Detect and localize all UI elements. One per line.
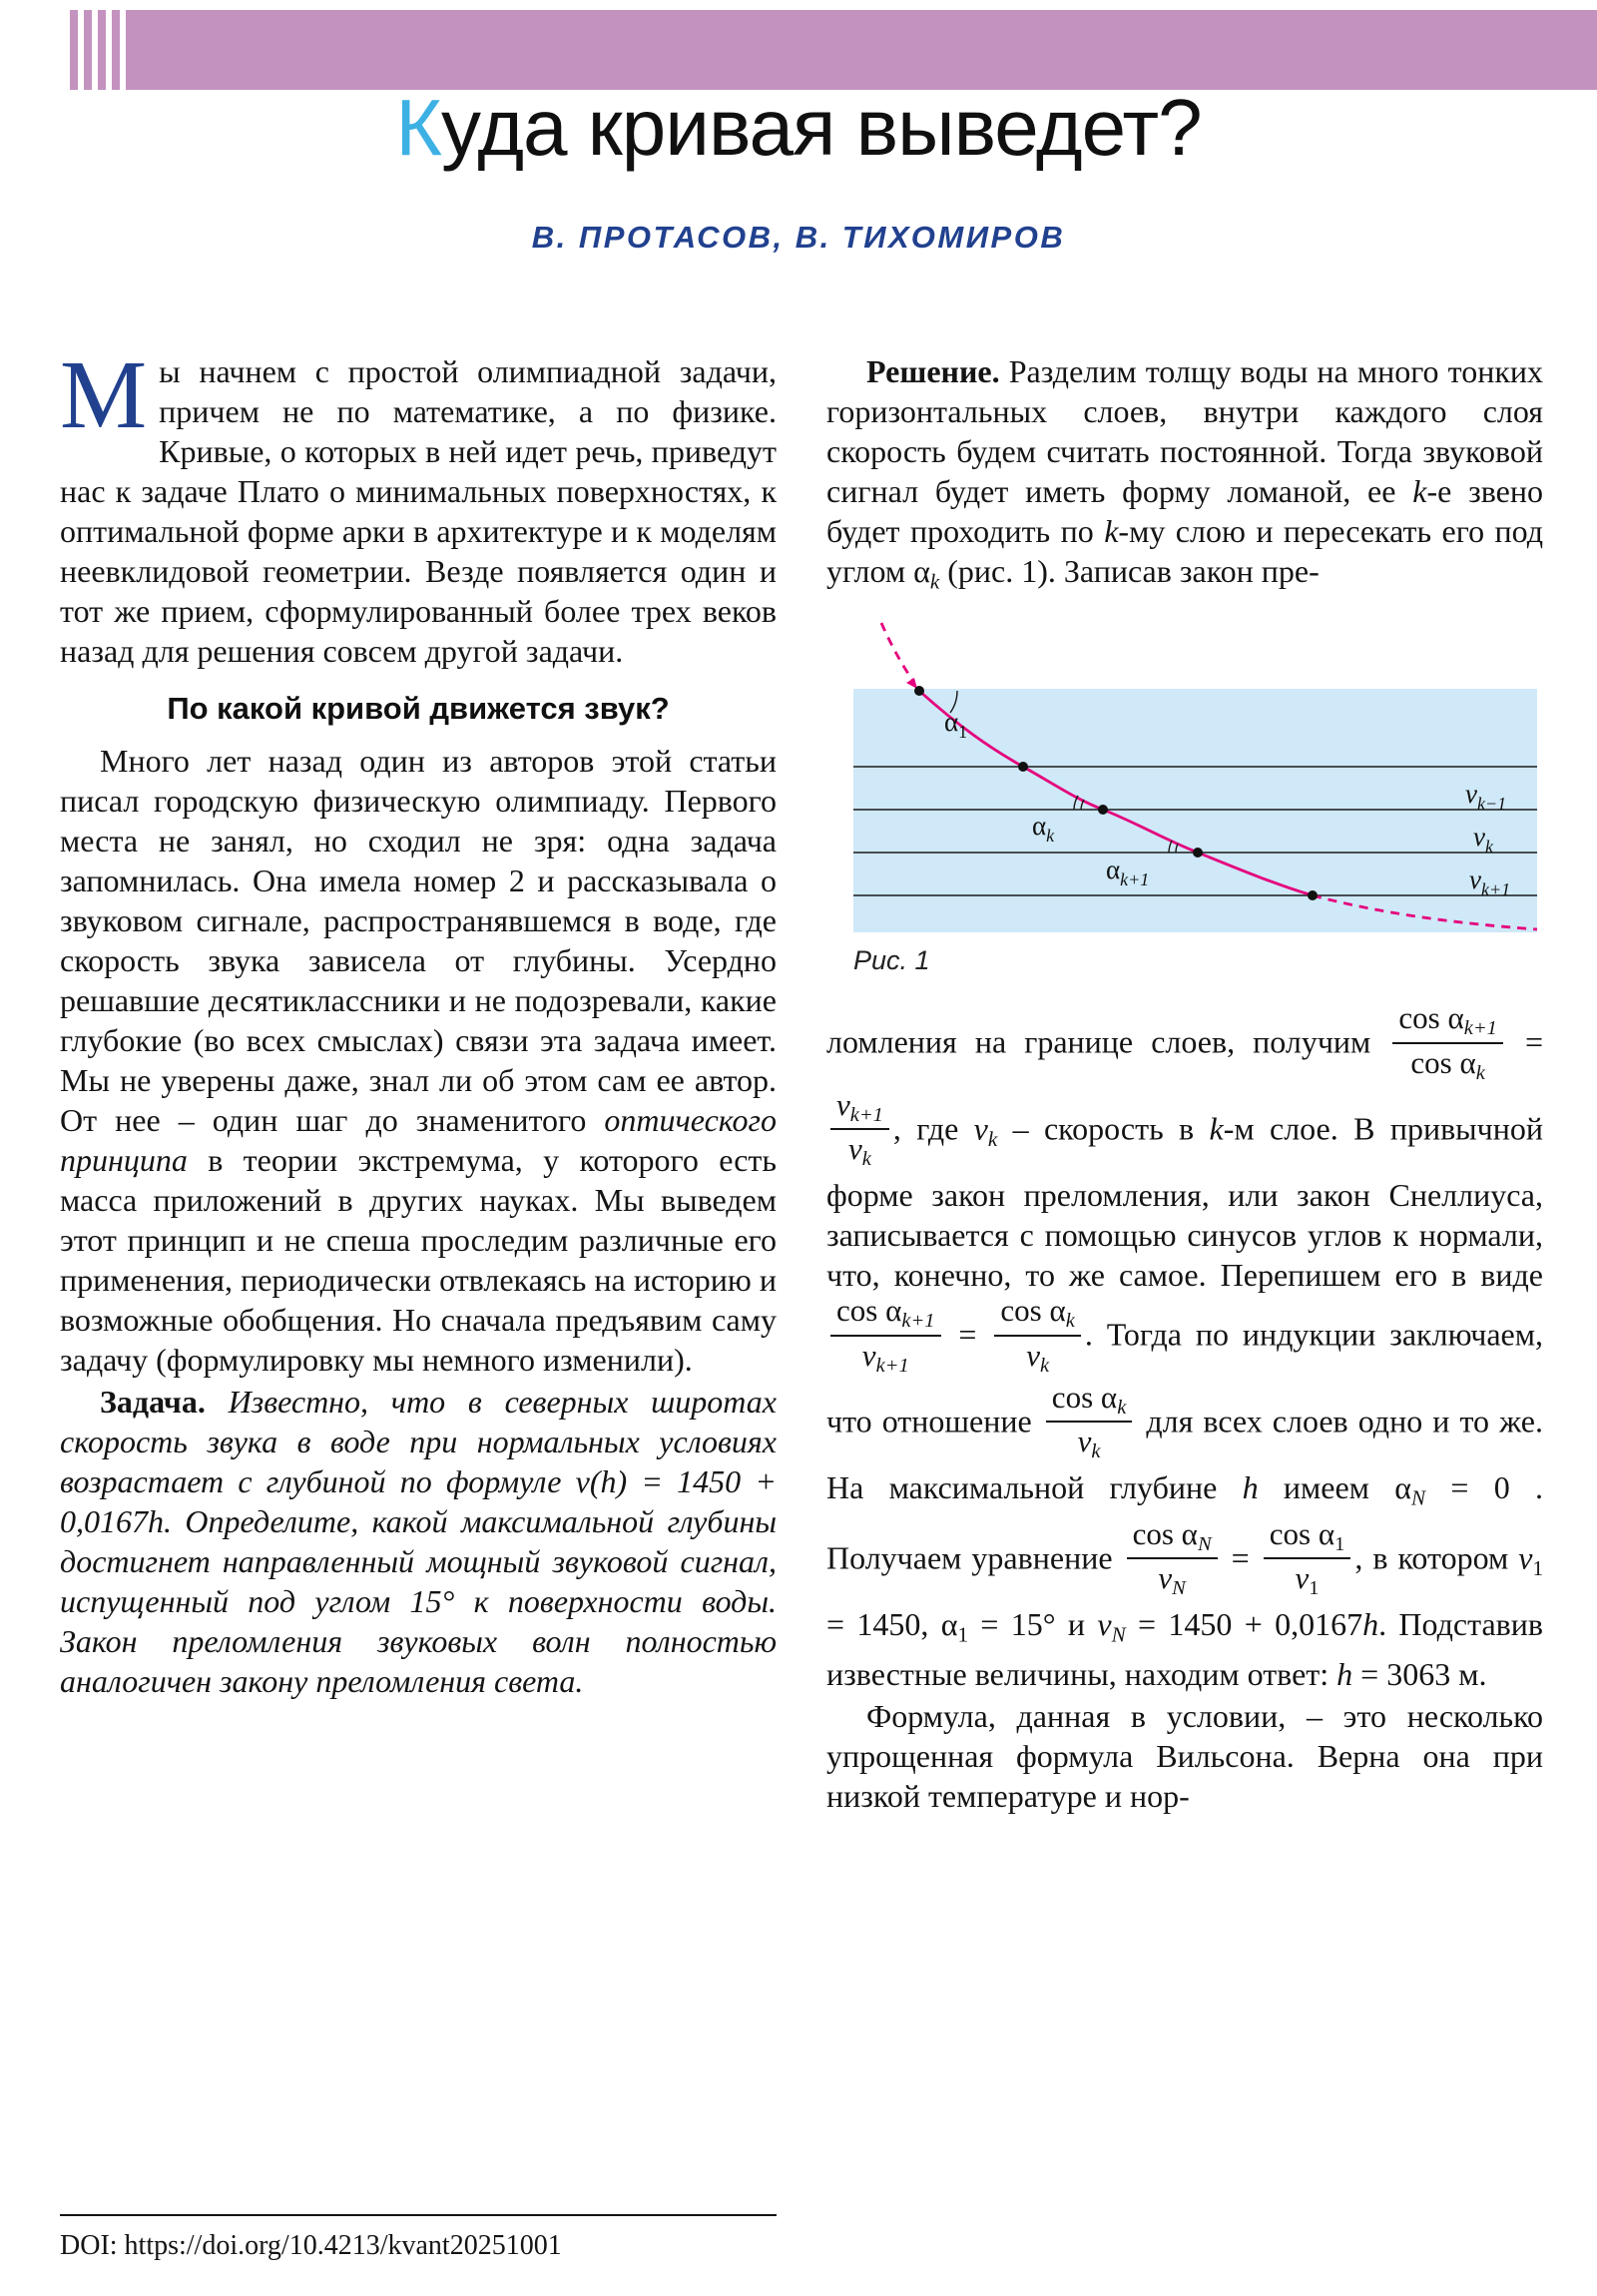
v-base: v [1473, 822, 1485, 853]
alpha-k1-base: α [1106, 855, 1121, 885]
header-decoration-bar [64, 10, 1597, 90]
wilson-formula-paragraph: Формула, данная в условии, – это несколько упрощенная формула Вильсона. Верна она при низкой температуре и нор- [826, 1698, 1543, 1815]
alpha-k-base: α [1032, 811, 1047, 842]
opening-paragraph [60, 341, 777, 671]
page-title [0, 82, 1597, 174]
header-stripes [64, 10, 132, 90]
solution-paragraph: Решение. Разделим толщу воды на много тонких горизонтальных слоев, внутри каждого слоя скорость будем считать постоянной. Тогда звуковой сигнал будет иметь форму ломаной, ее k-е звено будет проходить по k-му слою и пересекать его под углом $\alpha_k$ (рис. 1). Записав закон пре- [826, 353, 1544, 594]
v-sub: k−1 [1476, 794, 1507, 815]
alpha-1-sub: 1 [958, 722, 968, 743]
problem-paragraph: Задача. Известно, что в северных широтах скорость звука в воде при нормальных условиях возрастает с глубиной по формуле v(h) = 1450 + 0,0167h. Определите, какой максимальной глубины достигнет направленный мощный звуковой сигнал, испущенный под углом 15° к поверхности воды. Закон преломления звуковых волн полностью аналогичен закону преломления света. [60, 1384, 777, 1699]
v-sub: k [1484, 837, 1493, 858]
history-paragraph: Много лет назад один из авторов этой статьи писал городскую физическую олимпиаду. Первого места не занял, но сходил не зря: одна задача запомнилась. Она имела номер 2 и рассказывала о звуковом сигнале, распространявшемся в воде, где скорость звука зависела от глубины. Усердно решавшие десятиклассники и не подозревали, какие глубокие (во всех смыслах) связи эта задача имеет. Мы не уверены даже, знал ли об этом сам ее автор. От нее – один шаг до знаменитого оптического принципа в теории экстремума, у которого есть масса приложений в других науках. Мы выведем этот принцип и не спеша проследим различные его применения, периодически отвлекаясь на историю и возможные обобщения. Но сначала предъявим саму задачу (формулировку мы немного изменили). [60, 743, 777, 1378]
section-heading: По какой кривой движется звук? [167, 691, 670, 726]
right-column [826, 351, 1543, 1816]
alpha-1-base: α [944, 707, 959, 738]
title-first-letter: К [395, 83, 442, 172]
authors-line: В. ПРОТАСОВ, В. ТИХОМИРОВ [531, 220, 1066, 255]
opening-paragraph-text: ы начнем с простой олимпиадной задачи, причем не по математике, а по физике. Кривые, о которых в ней идет речь, приведут нас к задаче Плато о минимальных поверхностях, к оптимальной форме арки в архитектуре и к моделям неевклидовой геометрии. Везде появляется один и тот же прием, сформулированный более трех веков назад для решения совсем другой задачи. [60, 353, 777, 669]
v-base: v [1465, 779, 1477, 810]
derivation-paragraph: ломления на границе слоев, получим $\frac{\cos \alpha_{k+1}}{\cos \alpha_k}$ = $\frac{v_{k+1}}{v_k}$ , где $v_k$ – скорость в k-м слое. В привычной форме закон преломления, или закон Снеллиуса, записывается с помощью синусов углов к нормали, что, конечно, то же самое. Перепишем его в виде $\frac{\cos \alpha_{k+1}}{v_{k+1}}$ = $\frac{\cos \alpha_k}{v_k}$ . Тогда по индукции заключаем, что отношение $\frac{\cos \alpha_k}{v_k}$ для всех слоев одно и то же. На максимальной глубине h имеем $\alpha_N = 0$ . Получаем уравнение $\frac{\cos \alpha_N}{v_N}$ = $\frac{\cos \alpha_1}{v_1}$ , в котором $v_1 = 1450$, $\alpha_1 = 15^\circ$ и $v_N = 1450 + 0,0167h$. Подставив известные величины, находим ответ: h = 3063 м. [826, 1000, 1544, 1693]
title-rest: уда кривая выведет? [441, 83, 1202, 172]
left-column [60, 341, 777, 1701]
figure-caption: Рис. 1 [853, 945, 930, 976]
ray-arrowhead [906, 678, 917, 689]
v-base: v [1469, 864, 1481, 895]
incoming-ray-dashed [881, 623, 914, 683]
v-sub: k+1 [1480, 879, 1511, 900]
figure-1 [826, 617, 1543, 936]
drop-cap: М [60, 341, 148, 449]
doi-line: DOI: https://doi.org/10.4213/kvant20251001 [60, 2214, 777, 2262]
alpha-k1-sub: k+1 [1120, 869, 1150, 890]
alpha-k-sub: k [1046, 826, 1055, 847]
